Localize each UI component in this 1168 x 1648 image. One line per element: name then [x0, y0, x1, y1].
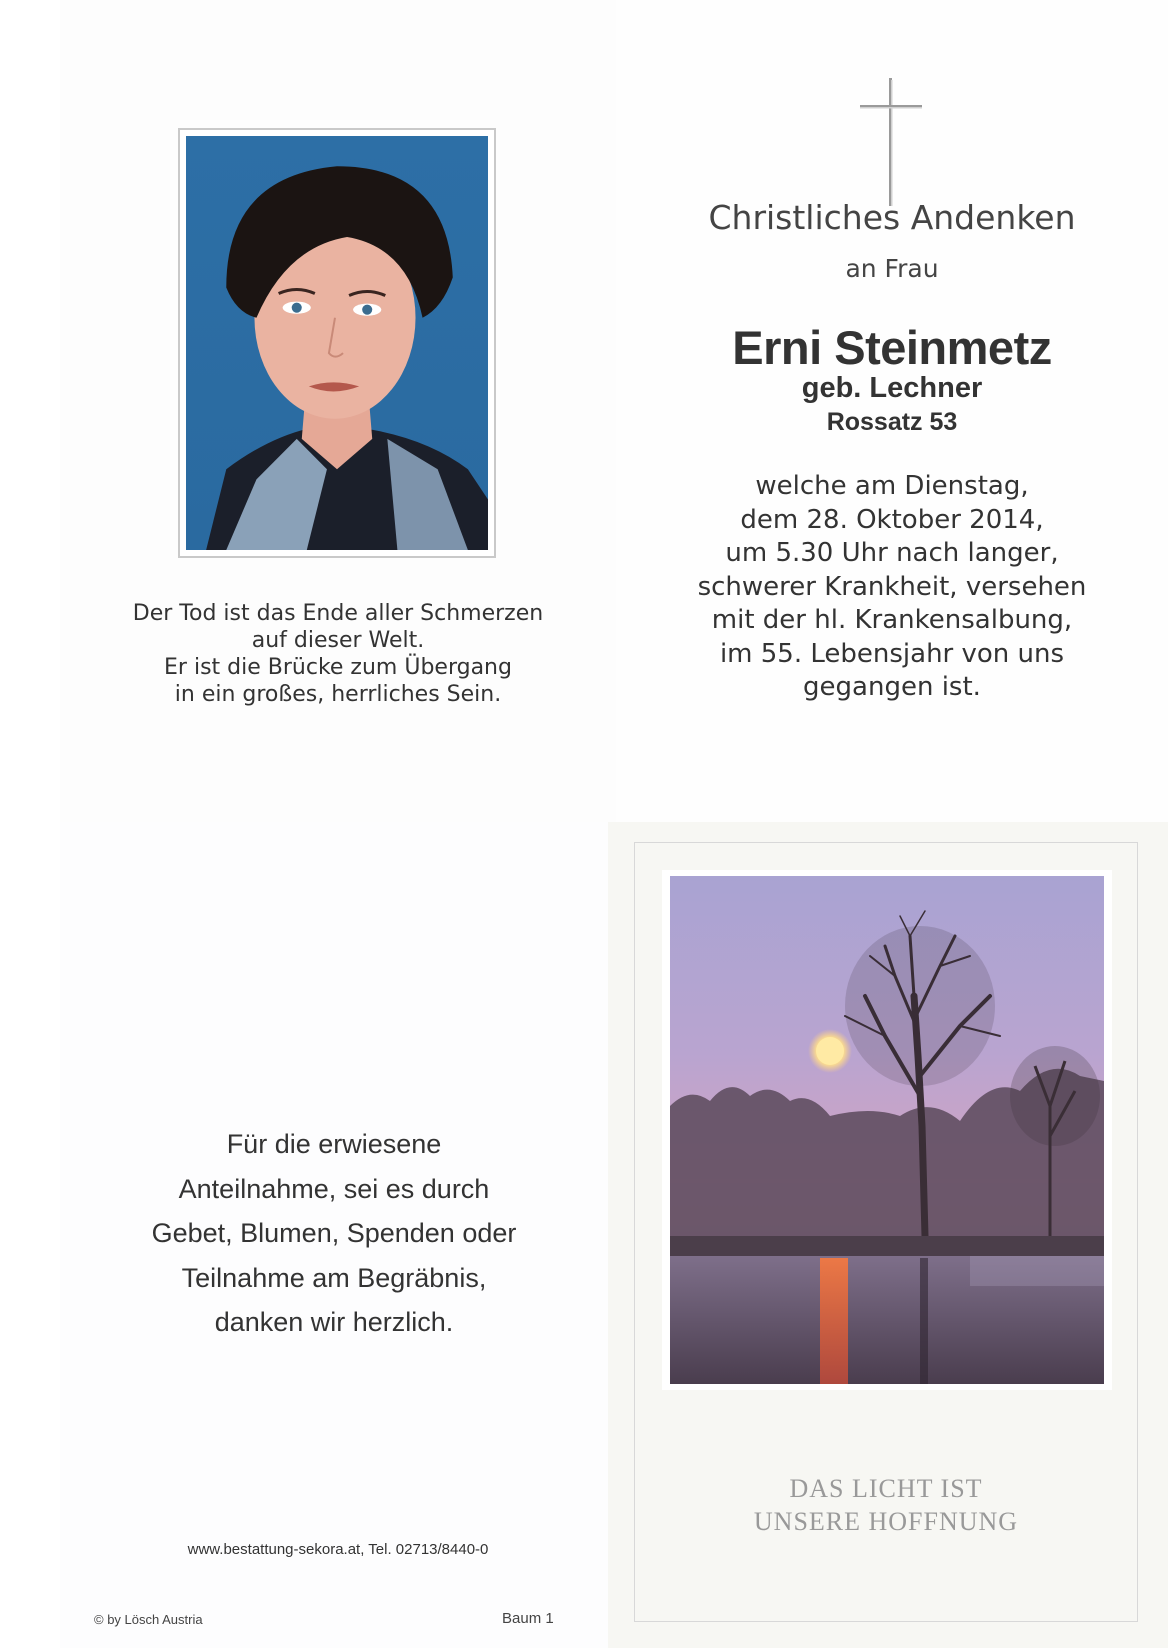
address: Rossatz 53: [826, 408, 958, 436]
obituary-text: [616, 470, 1168, 705]
thanks-line: Gebet, Blumen, Spenden oder: [151, 1218, 517, 1248]
obituary-line: gegangen ist.: [803, 672, 981, 702]
memorial-verse: [60, 600, 616, 708]
thanks-line: Anteilnahme, sei es durch: [178, 1173, 490, 1204]
obituary-line: mit der hl. Krankensalbung,: [711, 605, 1073, 635]
cross-icon: [860, 78, 922, 206]
verse-line: Er ist die Brücke zum Übergang: [164, 655, 512, 680]
verse-line: auf dieser Welt.: [251, 628, 425, 653]
memorial-subheading: an Frau: [845, 254, 939, 283]
obituary-line: im 55. Lebensjahr von uns: [719, 638, 1065, 669]
deceased-name: Erni Steinmetz: [732, 321, 1052, 374]
portrait-frame: [178, 128, 496, 558]
obituary-line: um 5.30 Uhr nach langer,: [725, 538, 1059, 568]
thanks-line: danken wir herzlich.: [214, 1307, 454, 1337]
thanks-text: [60, 1122, 608, 1345]
landscape-frame: [662, 870, 1112, 1390]
memorial-heading: Christliches Andenken: [708, 198, 1076, 237]
motto-line: DAS LICHT IST: [789, 1474, 983, 1503]
verse-line: Der Tod ist das Ende aller Schmerzen: [132, 601, 544, 626]
motto-line: UNSERE HOFFNUNG: [753, 1507, 1019, 1536]
portrait-photo: [186, 136, 488, 550]
maiden-name: geb. Lechner: [801, 372, 983, 404]
verse-line: in ein großes, herrliches Sein.: [174, 682, 502, 707]
card-code: Baum 1: [502, 1610, 554, 1627]
funeral-home-contact: www.bestattung-sekora.at, Tel. 02713/8440-0: [187, 1541, 489, 1558]
motto-text: [634, 1472, 1138, 1538]
copyright-notice: © by Lösch Austria: [94, 1612, 203, 1627]
obituary-line: welche am Dienstag,: [755, 471, 1029, 501]
thanks-line: Teilnahme am Begräbnis,: [181, 1262, 487, 1293]
obituary-line: dem 28. Oktober 2014,: [740, 504, 1044, 535]
thanks-line: Für die erwiesene: [226, 1129, 442, 1159]
sunset-tree-landscape: [670, 876, 1104, 1384]
obituary-line: schwerer Krankheit, versehen: [697, 571, 1087, 602]
